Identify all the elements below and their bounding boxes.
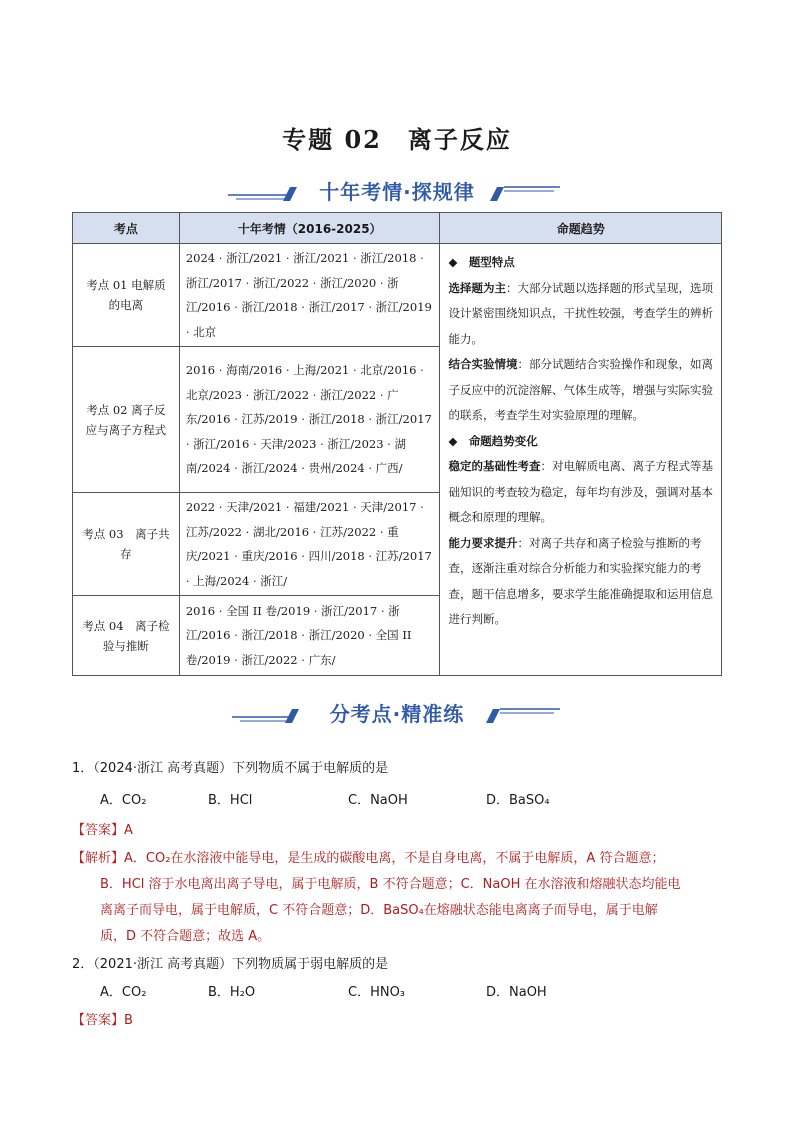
trend-text: ：大部分试题以选择题的形式呈现，选项设计紧密围绕知识点，干扰性较强，考查学生的辨析能力。 <box>448 280 713 346</box>
trend-cell <box>440 244 722 676</box>
column-header: 十年考情（2016-2025） <box>179 213 440 244</box>
question-stem: 1．（2024·浙江 高考真题）下列物质不属于电解质的是 <box>72 761 389 776</box>
answer-value: A <box>124 823 133 838</box>
trend-keyword: 结合实验情境 <box>448 357 518 371</box>
trend-keyword: 能力要求提升 <box>448 535 518 550</box>
analysis-label: 【解析】 <box>72 851 125 866</box>
section-banner-practice <box>0 698 794 728</box>
analysis-text: A．CO₂在水溶液中能导电，是生成的碳酸电离，不是自身电离，不属于电解质，A 符合题意； <box>124 851 665 866</box>
diamond-icon: ◆ <box>448 255 458 269</box>
option: A．CO₂ <box>100 985 147 1000</box>
trend-text: ：部分试题结合实验操作和现象，如离子反应中的沉淀溶解、气体生成等，增强与实际实验的联系，考查学生对实验原理的理解。 <box>448 357 713 422</box>
topic-cell: 考点 03 离子共存 <box>73 493 180 596</box>
topic-cell: 考点 01 电解质的电离 <box>73 244 180 347</box>
column-header: 命题趋势 <box>440 213 722 244</box>
option: A．CO₂ <box>100 793 147 808</box>
option: D．NaOH <box>486 985 547 1000</box>
trend-heading: 题型特点 <box>468 255 515 269</box>
diamond-icon: ◆ <box>448 433 458 448</box>
question-stem: 2．（2021·浙江 高考真题）下列物质属于弱电解质的是 <box>72 957 389 972</box>
section-banner-trends <box>0 176 794 206</box>
option: C．HNO₃ <box>348 985 406 1000</box>
answer-label: 【答案】 <box>72 823 125 838</box>
banner-title: 十年考情·探规律 <box>319 180 475 204</box>
analysis-line: 离离子而导电，属于电解质，C 不符合题意；D．BaSO₄在熔融状态能电离离子而导电，属于电解 <box>100 903 658 918</box>
banner-title: 分考点·精准练 <box>329 702 465 726</box>
topic-cell: 考点 02 离子反应与离子方程式 <box>73 347 180 493</box>
years-cell: 2016 · 海南/2016 · 上海/2021 · 北京/2016 · 北京/2023 · 浙江/2022 · 浙江/2022 · 广东/2016 · 江苏/2019 · 浙江/2018 · 浙江/2017 · 浙江/2016 · 天津/2023 · 浙江/2023 · 湖南/2024 · 浙江/2024 · 贵州/2024 · 广西/ <box>179 347 440 493</box>
years-cell: 2016 · 全国 II 卷/2019 · 浙江/2017 · 浙江/2016 · 浙江/2018 · 浙江/2020 · 全国 II 卷/2019 · 浙江/2022 · 广东/ <box>179 596 440 676</box>
topic-cell: 考点 04 离子检验与推断 <box>73 596 180 676</box>
answer-label: 【答案】 <box>72 1013 125 1028</box>
trend-keyword: 选择题为主 <box>448 280 506 295</box>
option: D．BaSO₄ <box>486 793 550 808</box>
analysis-line <box>72 847 664 866</box>
analysis-line: 质，D 不符合题意；故选 A。 <box>100 929 271 944</box>
trend-keyword: 稳定的基础性考查 <box>448 459 541 473</box>
answer-line <box>72 819 133 838</box>
trend-heading: 命题趋势变化 <box>468 433 538 448</box>
table-row <box>73 244 722 347</box>
trend-text: ：对电解质电离、离子方程式等基础知识的考查较为稳定，每年均有涉及，强调对基本概念和原理的理解。 <box>448 459 713 524</box>
option: C．NaOH <box>348 793 408 808</box>
table-header-row <box>73 213 722 244</box>
exam-trend-table <box>72 212 722 676</box>
answer-value: B <box>124 1013 133 1028</box>
option: B．HCl <box>208 793 253 808</box>
option: B．H₂O <box>208 985 256 1000</box>
trend-text: ：对离子共存和离子检验与推断的考查，逐渐注重对综合分析能力和实验探究能力的考查，题干信息增多，要求学生能准确提取和运用信息进行判断。 <box>448 535 713 626</box>
years-cell: 2024 · 浙江/2021 · 浙江/2021 · 浙江/2018 · 浙江/2017 · 浙江/2022 · 浙江/2020 · 浙江/2016 · 浙江/2018 · 浙江/2017 · 浙江/2019 · 北京 <box>179 244 440 347</box>
answer-line <box>72 1009 133 1028</box>
analysis-line: B．HCl 溶于水电离出离子导电，属于电解质，B 不符合题意；C．NaOH 在水溶液和熔融状态均能电 <box>100 877 681 892</box>
column-header: 考点 <box>73 213 180 244</box>
years-cell: 2022 · 天津/2021 · 福建/2021 · 天津/2017 · 江苏/2022 · 湖北/2016 · 江苏/2022 · 重庆/2021 · 重庆/2016 · 四川/2018 · 江苏/2017 · 上海/2024 · 浙江/ <box>179 493 440 596</box>
page-title: 专题 02 离子反应 <box>282 125 512 154</box>
